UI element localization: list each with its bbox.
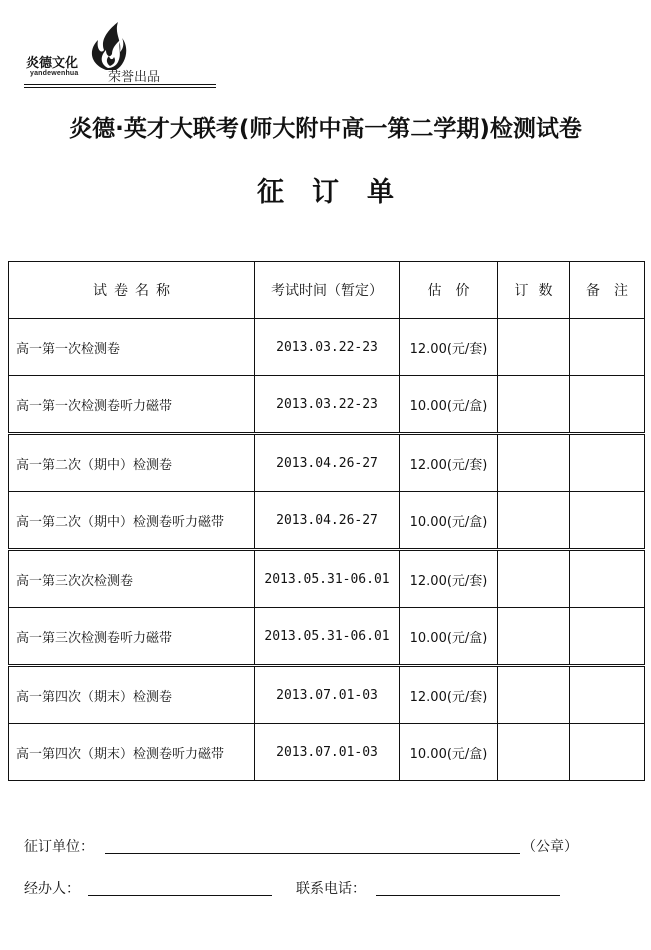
page-title: 炎德·英才大联考(师大附中高一第二学期)检测试卷 [69, 116, 582, 142]
table-row [9, 434, 645, 492]
cell-price: 10.00(元/盒) [400, 376, 498, 434]
cell-name: 高一第三次检测卷听力磁带 [9, 608, 255, 666]
cell-price: 10.00(元/盒) [400, 608, 498, 666]
cell-price: 12.00(元/套) [400, 434, 498, 492]
table-row [9, 319, 645, 376]
table-row [9, 666, 645, 724]
table-header-row [9, 262, 645, 319]
logo-wordmark: 炎德文化 [26, 56, 79, 71]
handler-label: 经办人： [24, 881, 80, 897]
cell-note[interactable] [570, 608, 645, 666]
cell-date: 2013.03.22-23 [255, 376, 400, 434]
cell-date: 2013.04.26-27 [255, 492, 400, 550]
cell-date: 2013.07.01-03 [255, 724, 400, 781]
cell-price: 10.00(元/盒) [400, 492, 498, 550]
cell-quantity[interactable] [498, 550, 570, 608]
subscriber-unit-row [24, 836, 94, 856]
header-divider-secondary [24, 87, 216, 88]
cell-note[interactable] [570, 492, 645, 550]
cell-note[interactable] [570, 666, 645, 724]
cell-quantity[interactable] [498, 492, 570, 550]
header-quantity: 订数 [498, 262, 570, 319]
cell-price: 10.00(元/盒) [400, 724, 498, 781]
table-row [9, 608, 645, 666]
order-table [8, 261, 645, 781]
page-subtitle: 征订单 [257, 177, 422, 208]
subscriber-unit-field[interactable] [105, 853, 520, 854]
subscriber-unit-label: 征订单位： [24, 839, 94, 855]
cell-date: 2013.04.26-27 [255, 434, 400, 492]
cell-name: 高一第二次（期中）检测卷 [9, 434, 255, 492]
seal-label: （公章） [522, 839, 578, 855]
flame-logo-icon [76, 20, 132, 72]
cell-name: 高一第四次（期末）检测卷听力磁带 [9, 724, 255, 781]
cell-price: 12.00(元/套) [400, 319, 498, 376]
brand-logo [24, 20, 108, 80]
cell-price: 12.00(元/套) [400, 666, 498, 724]
cell-note[interactable] [570, 434, 645, 492]
cell-quantity[interactable] [498, 724, 570, 781]
table-row [9, 376, 645, 434]
producer-label: 荣誉出品 [108, 70, 161, 85]
cell-name: 高一第一次检测卷听力磁带 [9, 376, 255, 434]
cell-name: 高一第四次（期末）检测卷 [9, 666, 255, 724]
header-name: 试卷名称 [9, 262, 255, 319]
cell-note[interactable] [570, 724, 645, 781]
header-divider [24, 84, 216, 85]
cell-name: 高一第二次（期中）检测卷听力磁带 [9, 492, 255, 550]
cell-quantity[interactable] [498, 376, 570, 434]
cell-date: 2013.05.31-06.01 [255, 550, 400, 608]
phone-field[interactable] [376, 895, 560, 896]
cell-quantity[interactable] [498, 666, 570, 724]
header-note: 备注 [570, 262, 645, 319]
cell-date: 2013.05.31-06.01 [255, 608, 400, 666]
header-exam-time: 考试时间（暂定） [255, 262, 400, 319]
cell-date: 2013.07.01-03 [255, 666, 400, 724]
cell-note[interactable] [570, 550, 645, 608]
cell-price: 12.00(元/套) [400, 550, 498, 608]
logo-subtext: yandewenhua [30, 70, 79, 77]
phone-label: 联系电话： [296, 881, 366, 897]
table-row [9, 492, 645, 550]
cell-quantity[interactable] [498, 319, 570, 376]
table-row [9, 724, 645, 781]
cell-name: 高一第一次检测卷 [9, 319, 255, 376]
cell-quantity[interactable] [498, 434, 570, 492]
cell-note[interactable] [570, 376, 645, 434]
cell-note[interactable] [570, 319, 645, 376]
cell-date: 2013.03.22-23 [255, 319, 400, 376]
handler-field[interactable] [88, 895, 272, 896]
cell-quantity[interactable] [498, 608, 570, 666]
table-row [9, 550, 645, 608]
header-price: 估价 [400, 262, 498, 319]
cell-name: 高一第三次次检测卷 [9, 550, 255, 608]
